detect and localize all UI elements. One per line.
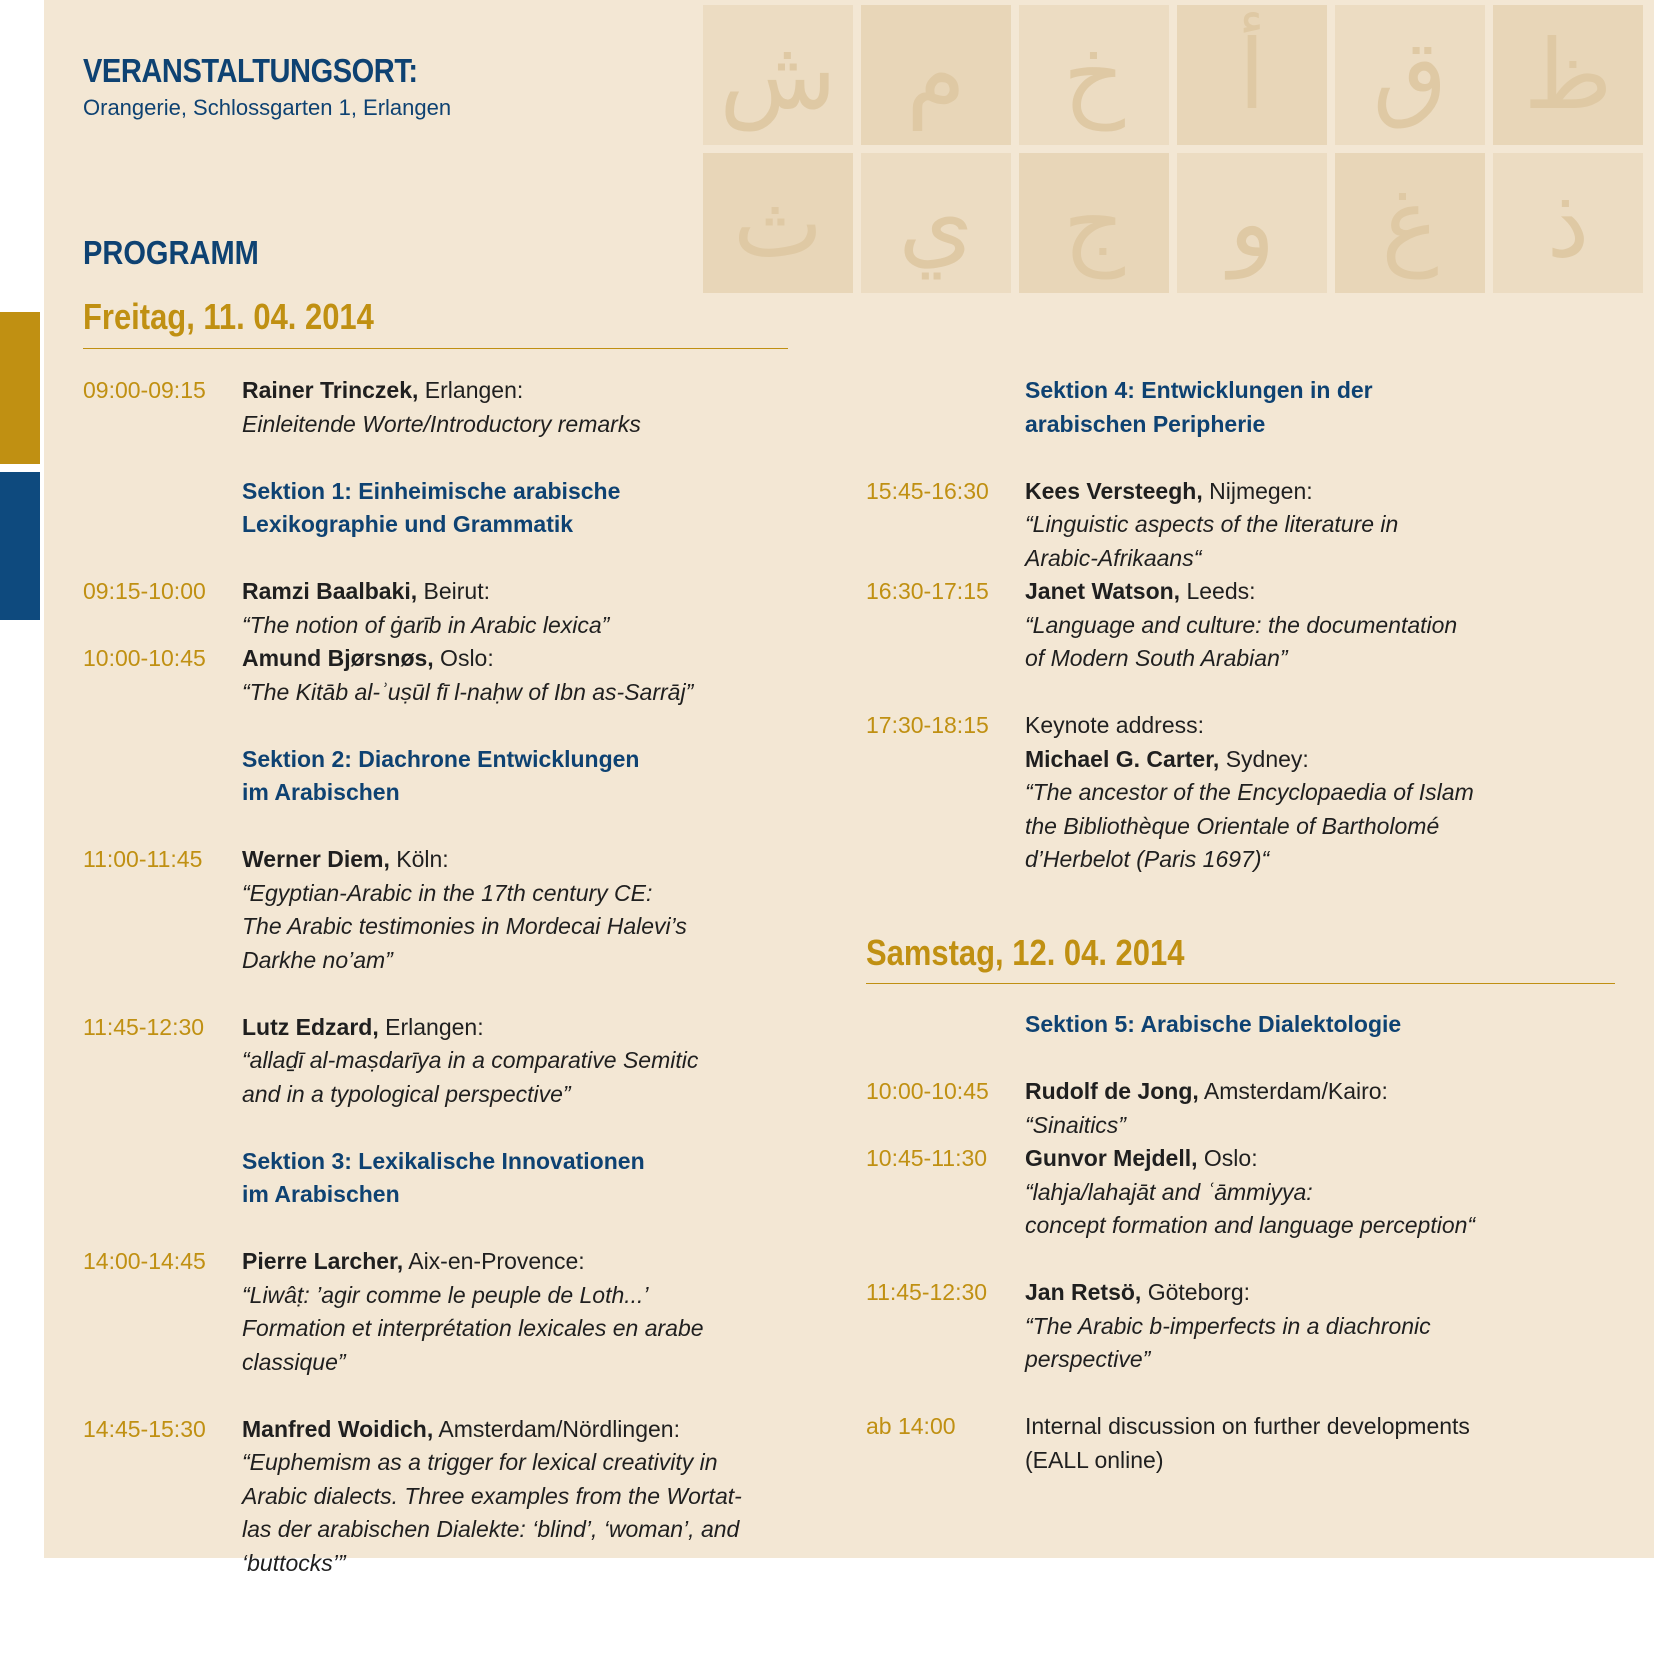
friday-rule	[83, 348, 788, 349]
entry-time: 10:00-10:45	[866, 1078, 989, 1104]
spacer	[83, 1212, 783, 1246]
talk-title-line: “The Kitāb al-ʾuṣūl fī l-naḥw of Ibn as-Sarrāj”	[242, 678, 694, 705]
talk-title-line: “The ancestor of the Encyclopaedia of Islam	[1025, 779, 1474, 805]
speaker-name: Pierre Larcher,	[242, 1248, 404, 1274]
arabic-letter-tile: أ	[1177, 5, 1327, 145]
section-heading	[866, 1008, 1626, 1042]
programme-entry	[83, 374, 783, 441]
spacer	[83, 810, 783, 844]
programme-entry	[83, 1413, 783, 1581]
entry-time: 10:00-10:45	[83, 645, 206, 671]
speaker-name: Rainer Trinczek,	[242, 377, 419, 403]
speaker-place: Aix-en-Provence:	[403, 1248, 585, 1274]
friday-left-column	[83, 374, 783, 1580]
talk-title-line: “Linguistic aspects of the literature in	[1025, 511, 1399, 537]
entry-body	[1025, 1075, 1626, 1142]
speaker-line	[242, 374, 783, 408]
section-title	[242, 743, 783, 810]
section-title-line: arabischen Peripherie	[1025, 410, 1266, 437]
entry-time: 14:00-14:45	[83, 1248, 206, 1274]
spacer	[83, 542, 783, 576]
talk-title-line: “Sinaitics”	[1025, 1111, 1126, 1138]
section-title	[1025, 374, 1626, 441]
arabic-letter-tile: ذ	[1493, 153, 1643, 293]
entry-time: 11:00-11:45	[83, 846, 203, 872]
talk-title-line: “Language and culture: the documentation	[1025, 611, 1458, 638]
arabic-letter-tile: ج	[1019, 153, 1169, 293]
speaker-name: Werner Diem,	[242, 846, 390, 872]
speaker-name: Michael G. Carter,	[1025, 745, 1220, 772]
spacer	[866, 676, 1626, 710]
speaker-line	[1025, 1276, 1626, 1310]
speaker-name: Rudolf de Jong,	[1025, 1078, 1199, 1104]
entry-body	[242, 843, 783, 977]
venue-address: Orangerie, Schlossgarten 1, Erlangen	[83, 95, 452, 120]
entry-time: 09:00-09:15	[83, 377, 206, 403]
talk-title-line: “Liwâṭ: ’agir comme le peuple de Loth...’	[242, 1281, 649, 1308]
speaker-place: Amsterdam/Kairo:	[1198, 1078, 1388, 1104]
talk-title-line: concept formation and language perception“	[1025, 1212, 1476, 1238]
spacer	[866, 441, 1626, 475]
entry-time: ab 14:00	[866, 1413, 956, 1439]
speaker-line	[1025, 743, 1626, 777]
programme-entry	[866, 475, 1626, 576]
entry-body	[242, 1413, 783, 1581]
spacer	[83, 709, 783, 743]
section-heading	[83, 1145, 783, 1212]
speaker-line	[242, 1413, 783, 1447]
speaker-place: Sydney:	[1219, 745, 1309, 772]
speaker-name: Jan Retsö,	[1025, 1279, 1142, 1305]
talk-title-line: and in a typological perspective”	[242, 1080, 571, 1107]
talk-title-line: ‘buttocks’”	[242, 1549, 346, 1576]
section-title-line: Sektion 5: Arabische Dialektologie	[1025, 1011, 1402, 1037]
speaker-place: Göteborg:	[1141, 1279, 1251, 1305]
entry-note: Keynote address:	[1025, 712, 1205, 738]
talk-title-line: Darkhe no’am”	[242, 946, 393, 973]
speaker-place: Nijmegen:	[1202, 477, 1313, 504]
speaker-line	[242, 575, 783, 609]
speaker-line	[242, 1245, 783, 1279]
spacer	[866, 1042, 1626, 1076]
speaker-line	[1025, 575, 1626, 609]
entry-body	[1025, 1276, 1626, 1377]
programme-entry	[866, 575, 1626, 676]
entry-time: 16:30-17:15	[866, 578, 989, 604]
entry-time: 11:45-12:30	[866, 1279, 988, 1305]
talk-title-line: Formation et interprétation lexicales en arabe	[242, 1315, 704, 1341]
arabic-letter-tile: ظ	[1493, 5, 1643, 145]
arabic-letter-tile: م	[861, 5, 1011, 145]
speaker-place: Oslo:	[433, 645, 494, 671]
section-heading	[83, 475, 783, 542]
spacer	[866, 1243, 1626, 1277]
programme-entry	[83, 642, 783, 709]
programme-entry	[866, 1075, 1626, 1142]
entry-body	[1025, 1142, 1626, 1243]
talk-title-line: Einleitende Worte/Introductory remarks	[242, 410, 641, 437]
spacer	[866, 1377, 1626, 1411]
talk-title-line: classique”	[242, 1348, 346, 1375]
talk-title-line: “allaḏī al-maṣdarīya in a comparative Semitic	[242, 1047, 699, 1073]
talk-title-line: The Arabic testimonies in Mordecai Halevi’s	[242, 913, 687, 939]
entry-time: 10:45-11:30	[866, 1145, 988, 1171]
spacer	[83, 1379, 783, 1413]
arabic-letter-decoration	[703, 0, 1654, 308]
saturday-rule	[866, 983, 1615, 984]
speaker-name: Janet Watson,	[1025, 578, 1181, 604]
section-title	[242, 475, 783, 542]
speaker-line	[1025, 1142, 1626, 1176]
entry-body	[1025, 475, 1626, 576]
talk-title-line: Arabic-Afrikaans“	[1025, 544, 1202, 571]
section-title-line: Sektion 4: Entwicklungen in der	[1025, 377, 1373, 403]
speaker-line	[242, 1011, 783, 1045]
speaker-place: Erlangen:	[418, 377, 524, 403]
programme-entry	[83, 575, 783, 642]
speaker-line	[1025, 1075, 1626, 1109]
speaker-name: Amund Bjørsnøs,	[242, 645, 434, 671]
programme-entry	[866, 1410, 1626, 1477]
speaker-line	[242, 843, 783, 877]
speaker-name: Kees Versteegh,	[1025, 477, 1203, 504]
programme-entry	[866, 1142, 1626, 1243]
section-title-line: im Arabischen	[242, 1181, 400, 1207]
entry-body	[1025, 575, 1626, 676]
venue-heading: VERANSTALTUNGSORT:	[83, 52, 418, 89]
spacer	[83, 1111, 783, 1145]
section-heading	[866, 374, 1626, 441]
spacer	[83, 977, 783, 1011]
speaker-place: Erlangen:	[378, 1013, 484, 1040]
entry-time: 17:30-18:15	[866, 712, 989, 738]
arabic-letter-tile: ش	[703, 5, 853, 145]
entry-time: 14:45-15:30	[83, 1415, 206, 1442]
speaker-name: Gunvor Mejdell,	[1025, 1145, 1198, 1171]
entry-body	[242, 575, 783, 642]
programme-entry	[83, 843, 783, 977]
section-title-line: Sektion 3: Lexikalische Innovationen	[242, 1147, 645, 1174]
speaker-name: Lutz Edzard,	[242, 1013, 379, 1040]
talk-title-line: of Modern South Arabian”	[1025, 645, 1288, 671]
arabic-letter-tile: ي	[861, 153, 1011, 293]
saturday-column	[866, 1008, 1626, 1477]
talk-title-line: Arabic dialects. Three examples from the Wortat-	[242, 1482, 742, 1509]
section-title-line: Lexikographie und Grammatik	[242, 511, 574, 537]
entry-time: 15:45-16:30	[866, 477, 989, 504]
programme-entry	[83, 1011, 783, 1112]
talk-title-line: “The notion of ġarīb in Arabic lexica”	[242, 611, 610, 638]
friday-heading: Freitag, 11. 04. 2014	[83, 296, 374, 337]
spacer	[83, 441, 783, 475]
arabic-letter-tile: ق	[1335, 5, 1485, 145]
talk-title-line: “Egyptian-Arabic in the 17th century CE:	[242, 879, 653, 906]
talk-title-line: the Bibliothèque Orientale of Bartholomé	[1025, 812, 1440, 839]
section-title	[1025, 1008, 1626, 1042]
speaker-line	[1025, 475, 1626, 509]
friday-right-column	[866, 374, 1626, 877]
talk-title-line: perspective”	[1025, 1346, 1151, 1372]
entry-body	[242, 642, 783, 709]
arabic-letter-tile: و	[1177, 153, 1327, 293]
arabic-letter-tile: ث	[703, 153, 853, 293]
arabic-letter-tile: غ	[1335, 153, 1485, 293]
programme-entry	[866, 709, 1626, 877]
saturday-heading: Samstag, 12. 04. 2014	[866, 932, 1185, 973]
section-title-line: Sektion 2: Diachrone Entwicklungen	[242, 745, 640, 772]
programme-entry	[866, 1276, 1626, 1377]
entry-body	[1025, 1410, 1626, 1477]
entry-time: 11:45-12:30	[83, 1013, 205, 1040]
entry-body	[242, 374, 783, 441]
speaker-place: Köln:	[389, 846, 449, 872]
section-title-line: Sektion 1: Einheimische arabische	[242, 477, 621, 504]
entry-text-line: (EALL online)	[1025, 1446, 1164, 1473]
speaker-place: Amsterdam/Nördlingen:	[433, 1415, 680, 1442]
talk-title-line: “lahja/lahajāt and ʿāmmiyya:	[1025, 1178, 1313, 1205]
entry-body	[1025, 709, 1626, 877]
talk-title-line: las der arabischen Dialekte: ‘blind’, ‘woman’, and	[242, 1516, 740, 1542]
speaker-line	[242, 642, 783, 676]
talk-title-line: d’Herbelot (Paris 1697)“	[1025, 846, 1270, 872]
side-marker-blue	[0, 472, 40, 620]
programme-heading: PROGRAMM	[83, 234, 259, 271]
speaker-place: Beirut:	[417, 578, 491, 604]
talk-title-line: “Euphemism as a trigger for lexical creativity in	[242, 1449, 718, 1475]
entry-text-line: Internal discussion on further developments	[1025, 1413, 1470, 1439]
speaker-name: Ramzi Baalbaki,	[242, 578, 418, 604]
programme-entry	[83, 1245, 783, 1379]
section-title	[242, 1145, 783, 1212]
speaker-name: Manfred Woidich,	[242, 1415, 434, 1442]
entry-time: 09:15-10:00	[83, 578, 206, 604]
section-title-line: im Arabischen	[242, 779, 400, 805]
speaker-place: Oslo:	[1197, 1145, 1258, 1171]
section-heading	[83, 743, 783, 810]
entry-body	[242, 1245, 783, 1379]
talk-title-line: “The Arabic b-imperfects in a diachronic	[1025, 1312, 1431, 1339]
speaker-place: Leeds:	[1180, 578, 1256, 604]
arabic-letter-tile: خ	[1019, 5, 1169, 145]
entry-body	[242, 1011, 783, 1112]
side-marker-gold	[0, 312, 40, 464]
